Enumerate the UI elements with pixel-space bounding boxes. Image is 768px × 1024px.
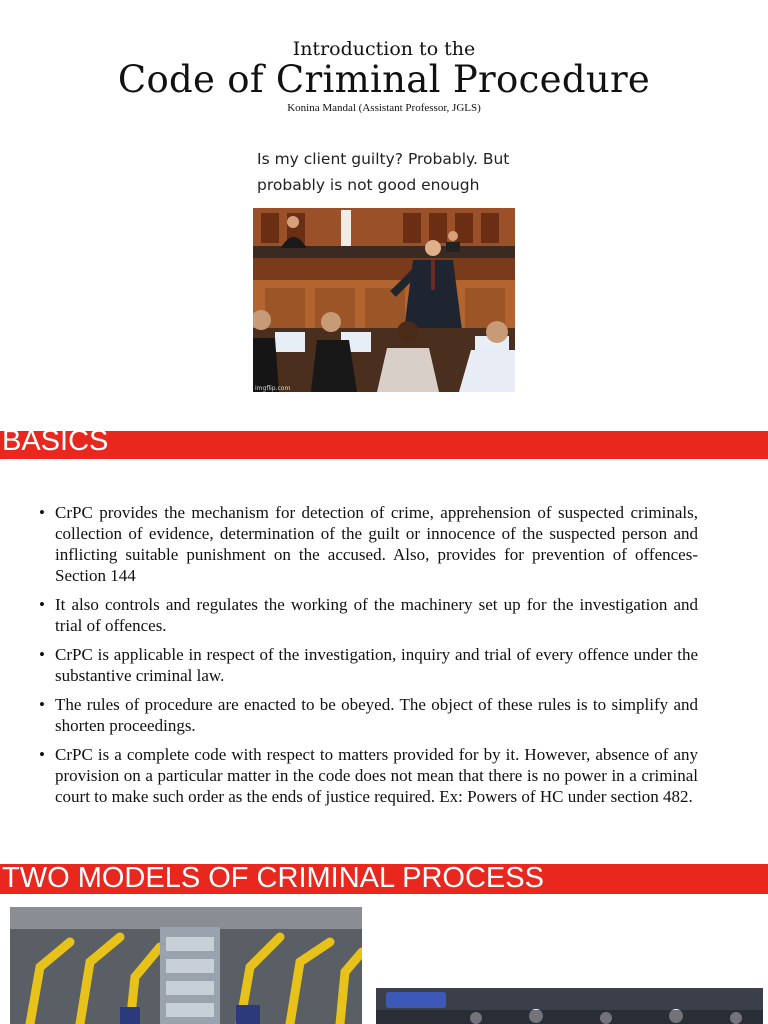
list-item <box>38 644 698 686</box>
intro-subtitle: Introduction to the <box>292 38 476 60</box>
bullet-text: CrPC is applicable in respect of the investigation, inquiry and trial of every offence under the substantive criminal law. <box>55 645 698 685</box>
list-item <box>38 694 698 736</box>
section-header-models <box>0 864 768 894</box>
list-item <box>38 594 698 636</box>
quote-line-1: Is my client guilty? Probably. But <box>257 150 510 168</box>
bullet-icon: • <box>39 645 45 664</box>
section-heading: TWO MODELS OF CRIMINAL PROCESS <box>2 864 544 894</box>
list-item <box>38 744 698 807</box>
quote-line-2: probably is not good enough <box>257 176 480 194</box>
bullet-text: It also controls and regulates the working of the machinery set up for the investigation and trial of offences. <box>55 595 698 635</box>
quote-text <box>257 146 557 198</box>
bullet-text: The rules of procedure are enacted to be obeyed. The object of these rules is to simplify and shorten proceedings. <box>55 695 698 735</box>
bullet-icon: • <box>39 595 45 614</box>
page-title: Code of Criminal Procedure <box>117 58 651 101</box>
bullet-list <box>38 502 698 815</box>
bullet-text: CrPC provides the mechanism for detection of crime, apprehension of suspected criminals, collection of evidence, determination of the guilt or innocence of the suspected person and inflicting suitable punishment on the accused. Also, provides for prevention of offences- Section 144 <box>55 503 698 585</box>
courtroom-image <box>253 208 515 392</box>
image-watermark: imgflip.com <box>255 385 291 392</box>
section-header-basics <box>0 431 768 459</box>
bullet-icon: • <box>39 745 45 764</box>
bullet-text: CrPC is a complete code with respect to matters provided for by it. However, absence of any provision on a particular matter in the code does not mean that there is no power in a criminal court to make such order as the ends of justice required. Ex: Powers of HC under section 482. <box>55 745 698 806</box>
bullet-icon: • <box>39 503 45 522</box>
protest-image <box>376 988 763 1024</box>
assembly-line-image <box>10 907 362 1024</box>
author-line: Konina Mandal (Assistant Professor, JGLS) <box>287 102 481 114</box>
section-heading: BASICS <box>2 431 109 457</box>
bullet-icon: • <box>39 695 45 714</box>
list-item <box>38 502 698 586</box>
